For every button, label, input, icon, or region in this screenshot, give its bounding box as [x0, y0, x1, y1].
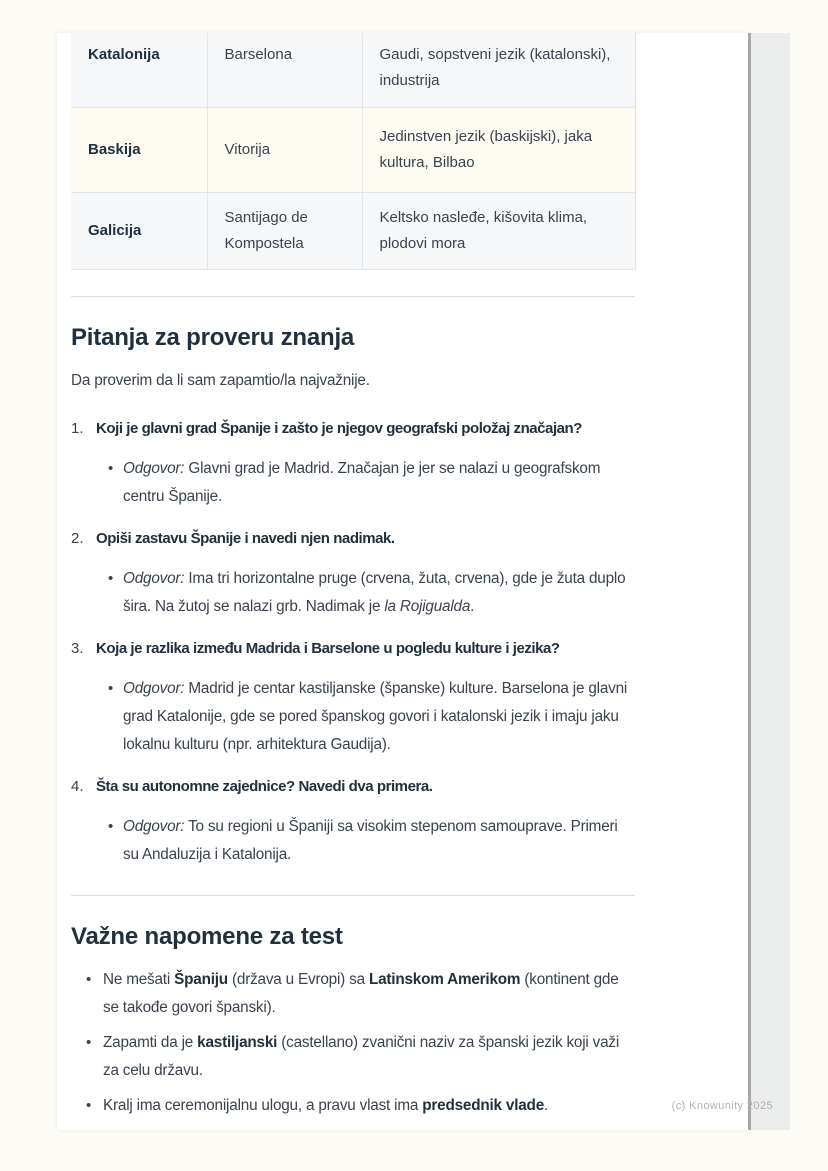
- document-page: [57, 33, 748, 1130]
- question-item: [71, 773, 635, 869]
- cell-region: Galicija: [71, 192, 207, 269]
- cell-city: Vitorija: [207, 107, 362, 192]
- section-divider: [71, 296, 635, 297]
- question-item: [71, 635, 635, 759]
- table-row: [71, 107, 635, 192]
- cell-features: Gaudi, sopstveni jezik (katalonski), industrija: [362, 33, 635, 107]
- question-item: [71, 415, 635, 511]
- cell-city: Barselona: [207, 33, 362, 107]
- question-text: Koji je glavni grad Španije i zašto je njegov geografski položaj značajan?: [96, 419, 582, 437]
- cell-region: Katalonija: [71, 33, 207, 107]
- questions-section-title: Pitanja za proveru znanja: [71, 323, 355, 351]
- question-text: Opiši zastavu Španije i navedi njen nadimak.: [96, 529, 395, 547]
- cell-city: Santijago de Kompostela: [207, 192, 362, 269]
- notes-list: [71, 966, 635, 1120]
- notes-section-title: Važne napomene za test: [71, 922, 343, 950]
- answer-text: • Odgovor: To su regioni u Španiji sa visokim stepenom samouprave. Primeri su Andaluzija i Katalonija.: [96, 813, 635, 869]
- table-row: [71, 33, 635, 107]
- cell-features: Keltsko nasleđe, kišovita klima, plodovi mora: [362, 192, 635, 269]
- answer-text: • Odgovor: Madrid je centar kastiljanske (španske) kulture. Barselona je glavni grad Katalonije, gde se pored španskog govori i katalonski jezik i imaju jaku lokalnu kulturu (npr. arhitektura Gaudija).: [96, 675, 635, 759]
- section-divider: [71, 895, 635, 896]
- table-row: [71, 192, 635, 269]
- answer-text: • Odgovor: Ima tri horizontalne pruge (crvena, žuta, crvena), gde je žuta duplo šira. Na žutoj se nalazi grb. Nadimak je la Rojigualda.: [96, 565, 635, 621]
- regions-table: [71, 33, 636, 270]
- questions-intro: Da proverim da li sam zapamtio/la najvažnije.: [71, 371, 370, 389]
- cell-region: Baskija: [71, 107, 207, 192]
- answer-text: • Odgovor: Glavni grad je Madrid. Značajan je jer se nalazi u geografskom centru Španije.: [96, 455, 635, 511]
- question-text: Šta su autonomne zajednice? Navedi dva primera.: [96, 777, 433, 795]
- note-item: • Ne mešati Španiju (država u Evropi) sa Latinskom Amerikom (kontinent gde se takođe govori španski).: [71, 966, 635, 1022]
- question-text: Koja je razlika između Madrida i Barselone u pogledu kulture i jezika?: [96, 639, 560, 657]
- scrollbar-track[interactable]: [748, 33, 790, 1130]
- copyright-watermark: (c) Knowunity 2025: [671, 1100, 773, 1112]
- note-item: • Kralj ima ceremonijalnu ulogu, a pravu vlast ima predsednik vlade.: [71, 1092, 635, 1120]
- cell-features: Jedinstven jezik (baskijski), jaka kultura, Bilbao: [362, 107, 635, 192]
- questions-list: [71, 415, 635, 869]
- question-item: [71, 525, 635, 621]
- page-content: [71, 33, 635, 1120]
- note-item: • Zapamti da je kastiljanski (castellano) zvanični naziv za španski jezik koji važi za celu državu.: [71, 1029, 635, 1085]
